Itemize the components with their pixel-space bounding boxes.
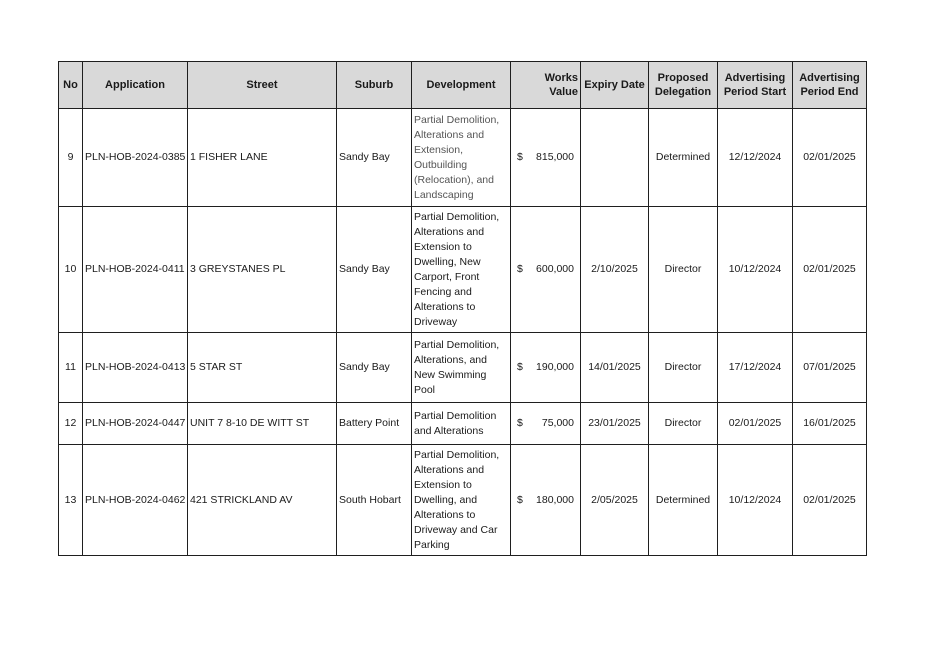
header-expiry-date: Expiry Date	[581, 62, 649, 109]
currency-symbol: $	[517, 151, 523, 163]
cell-expiry-date: 23/01/2025	[581, 403, 649, 445]
cell-no: 11	[59, 333, 83, 403]
cell-development: Partial Demolition, Alterations, and New Swimming Pool	[412, 333, 511, 403]
table-row	[59, 445, 867, 556]
cell-advertising-start: 10/12/2024	[718, 207, 793, 333]
currency-symbol: $	[517, 493, 523, 506]
cell-advertising-start: 17/12/2024	[718, 333, 793, 403]
cell-expiry-date: 2/10/2025	[581, 207, 649, 333]
header-street: Street	[188, 62, 337, 109]
cell-development: Partial Demolition, Alterations and Extension to Dwelling, New Carport, Front Fencing and Alterations to Driveway	[412, 207, 511, 333]
table-row	[59, 207, 867, 333]
header-works-value: Works Value	[511, 62, 581, 109]
works-value-amount: 180,000	[536, 493, 574, 506]
cell-suburb: Sandy Bay	[337, 109, 412, 207]
cell-works-value	[511, 109, 581, 207]
cell-application: PLN-HOB-2024-0413	[83, 333, 188, 403]
cell-proposed-delegation: Director	[649, 207, 718, 333]
cell-suburb: Battery Point	[337, 403, 412, 445]
cell-advertising-end: 02/01/2025	[793, 445, 867, 556]
header-row	[59, 62, 867, 109]
header-application: Application	[83, 62, 188, 109]
cell-works-value	[511, 207, 581, 333]
cell-proposed-delegation: Director	[649, 333, 718, 403]
cell-application: PLN-HOB-2024-0462	[83, 445, 188, 556]
cell-suburb: Sandy Bay	[337, 333, 412, 403]
cell-advertising-end: 02/01/2025	[793, 109, 867, 207]
cell-development: Partial Demolition, Alterations and Extension, Outbuilding (Relocation), and Landscaping	[412, 109, 511, 207]
cell-works-value	[511, 445, 581, 556]
cell-expiry-date: 2/05/2025	[581, 445, 649, 556]
cell-development: Partial Demolition, Alterations and Extension to Dwelling, and Alterations to Driveway and Car Parking	[412, 445, 511, 556]
currency-symbol: $	[517, 361, 523, 373]
header-advertising-end: Advertising Period End	[793, 62, 867, 109]
cell-expiry-date: 14/01/2025	[581, 333, 649, 403]
cell-application: PLN-HOB-2024-0385	[83, 109, 188, 207]
works-value-amount: 600,000	[536, 263, 574, 275]
header-no: No	[59, 62, 83, 109]
currency-symbol: $	[517, 417, 523, 429]
cell-street: 3 GREYSTANES PL	[188, 207, 337, 333]
cell-advertising-end: 16/01/2025	[793, 403, 867, 445]
cell-proposed-delegation: Determined	[649, 109, 718, 207]
cell-development: Partial Demolition and Alterations	[412, 403, 511, 445]
cell-no: 10	[59, 207, 83, 333]
applications-table	[58, 61, 867, 556]
header-advertising-start: Advertising Period Start	[718, 62, 793, 109]
cell-application: PLN-HOB-2024-0447	[83, 403, 188, 445]
header-development: Development	[412, 62, 511, 109]
cell-works-value	[511, 403, 581, 445]
cell-advertising-start: 10/12/2024	[718, 445, 793, 556]
table-row	[59, 333, 867, 403]
header-proposed-delegation: Proposed Delegation	[649, 62, 718, 109]
cell-advertising-start: 02/01/2025	[718, 403, 793, 445]
works-value-amount: 190,000	[536, 361, 574, 373]
cell-street: 5 STAR ST	[188, 333, 337, 403]
works-value-amount: 75,000	[541, 417, 574, 429]
cell-application: PLN-HOB-2024-0411	[83, 207, 188, 333]
header-suburb: Suburb	[337, 62, 412, 109]
cell-works-value	[511, 333, 581, 403]
works-value-amount: 815,000	[536, 151, 574, 163]
cell-advertising-end: 07/01/2025	[793, 333, 867, 403]
cell-street: 421 STRICKLAND AV	[188, 445, 337, 556]
cell-no: 13	[59, 445, 83, 556]
cell-proposed-delegation: Director	[649, 403, 718, 445]
cell-expiry-date	[581, 109, 649, 207]
cell-advertising-start: 12/12/2024	[718, 109, 793, 207]
cell-street: 1 FISHER LANE	[188, 109, 337, 207]
cell-no: 12	[59, 403, 83, 445]
cell-advertising-end: 02/01/2025	[793, 207, 867, 333]
table-row	[59, 403, 867, 445]
cell-no: 9	[59, 109, 83, 207]
table-row	[59, 109, 867, 207]
cell-street: UNIT 7 8-10 DE WITT ST	[188, 403, 337, 445]
cell-suburb: Sandy Bay	[337, 207, 412, 333]
cell-proposed-delegation: Determined	[649, 445, 718, 556]
cell-suburb: South Hobart	[337, 445, 412, 556]
currency-symbol: $	[517, 263, 523, 275]
